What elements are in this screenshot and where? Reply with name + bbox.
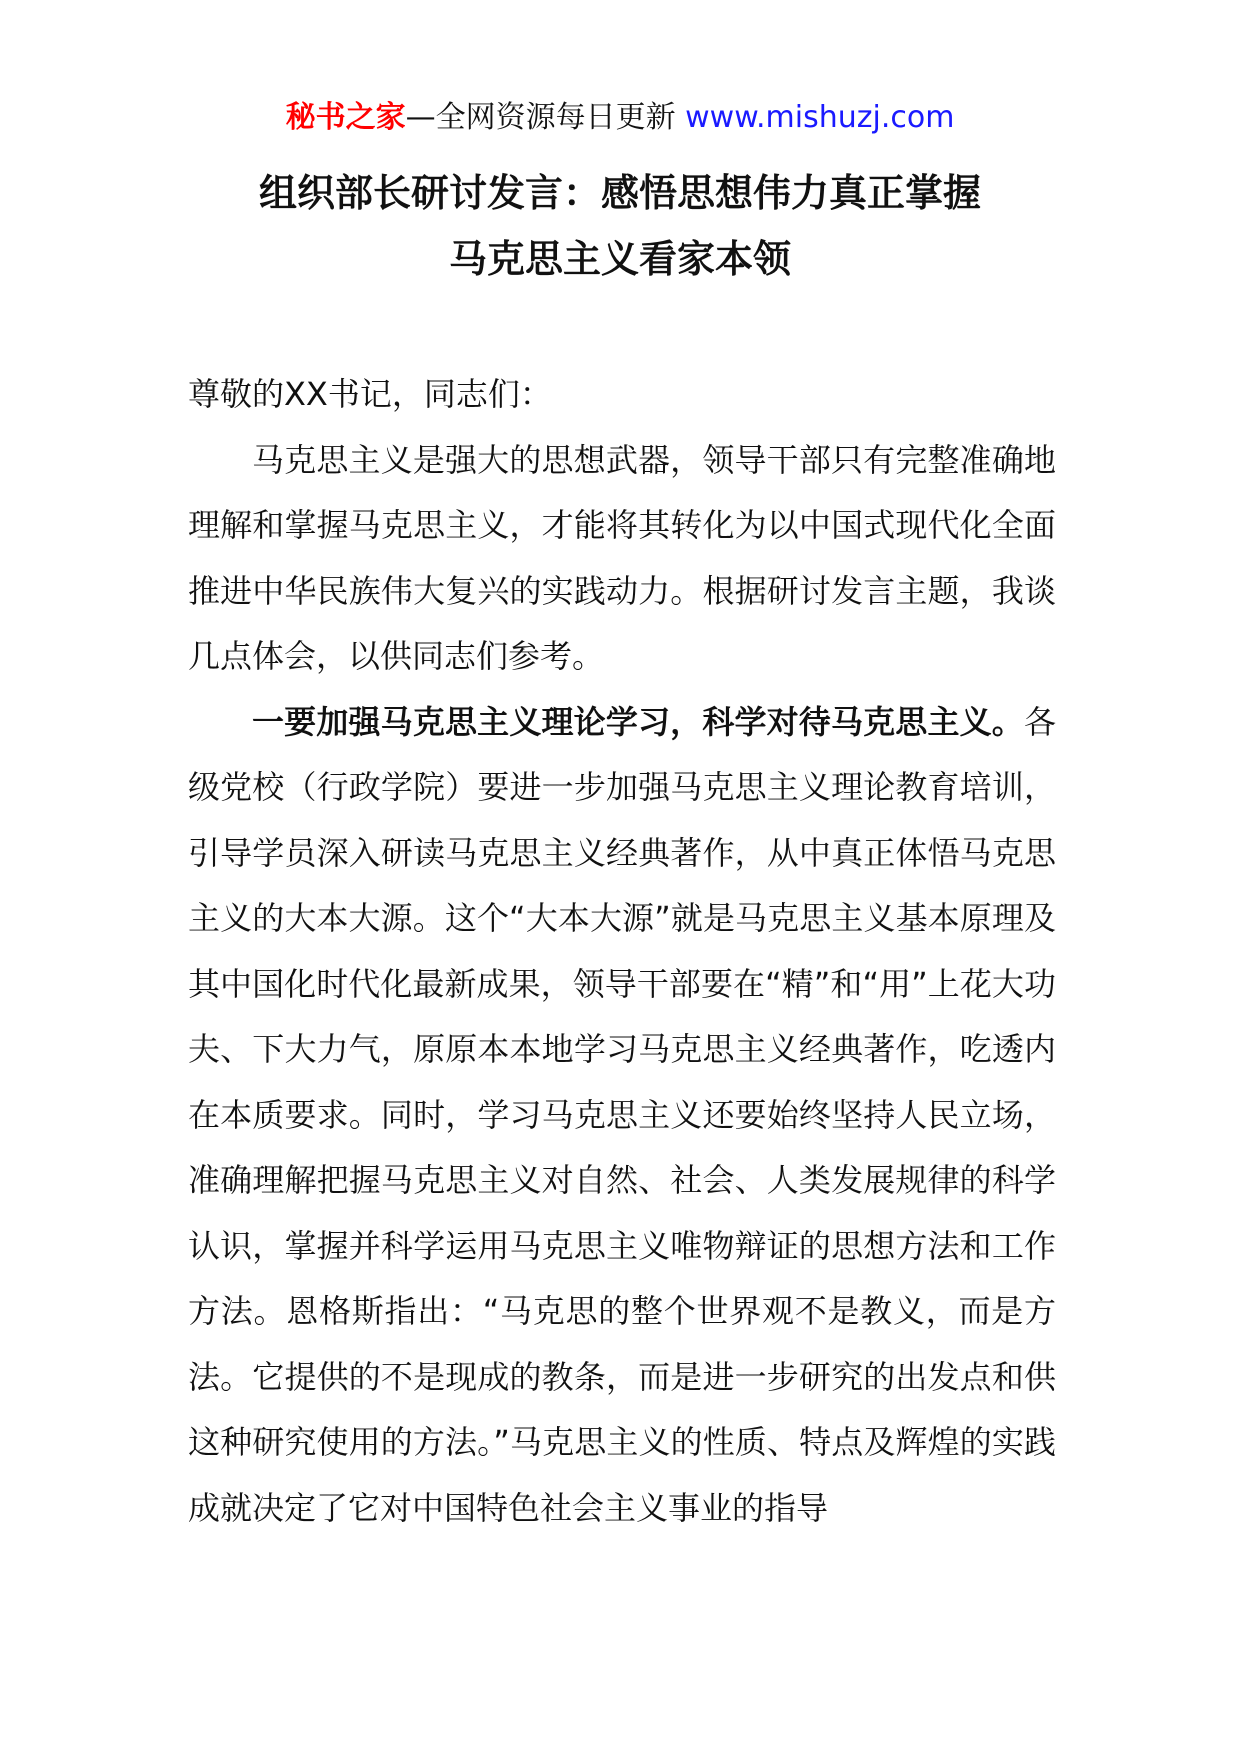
site-header	[0, 98, 1240, 138]
site-tagline: —全网资源每日更新	[405, 100, 686, 135]
paragraph-text: 马克思主义是强大的思想武器，领导干部只有完整准确地理解和掌握马克思主义，才能将其转化为以中国式现代化全面推进中华民族伟大复兴的实践动力。根据研讨发言主题，我谈几点体会，以供同志们参考。	[188, 440, 1056, 675]
site-brand: 秘书之家	[285, 100, 406, 135]
paragraph-point-one	[188, 690, 1056, 1542]
paragraph-heading: 一要加强马克思主义理论学习，科学对待马克思主义。	[252, 702, 1024, 741]
paragraph-text: 各级党校（行政学院）要进一步加强马克思主义理论教育培训，引导学员深入研读马克思主义经典著作，从中真正体悟马克思主义的大本大源。这个“大本大源”就是马克思主义基本原理及其中国化时代化最新成果，领导干部要在“精”和“用”上花大功夫、下大力气，原原本本地学习马克思主义经典著作，吃透内在本质要求。同时，学习马克思主义还要始终坚持人民立场，准确理解把握马克思主义对自然、社会、人类发展规律的科学认识，掌握并科学运用马克思主义唯物辩证的思想方法和工作方法。恩格斯指出：“马克思的整个世界观不是教义，而是方法。它提供的不是现成的教条，而是进一步研究的出发点和供这种研究使用的方法。”马克思主义的性质、特点及辉煌的实践成就决定了它对中国特色社会主义事业的指导	[188, 702, 1056, 1527]
title-line-1: 组织部长研讨发言：感悟思想伟力真正掌握	[258, 171, 981, 215]
document-body	[188, 362, 1056, 1541]
title-line-2: 马克思主义看家本领	[448, 237, 791, 281]
site-url-link[interactable]: www.mishuzj.com	[685, 100, 955, 135]
paragraph-intro	[188, 428, 1056, 690]
salutation: 尊敬的XX书记，同志们：	[188, 375, 552, 413]
document-title	[180, 160, 1060, 292]
